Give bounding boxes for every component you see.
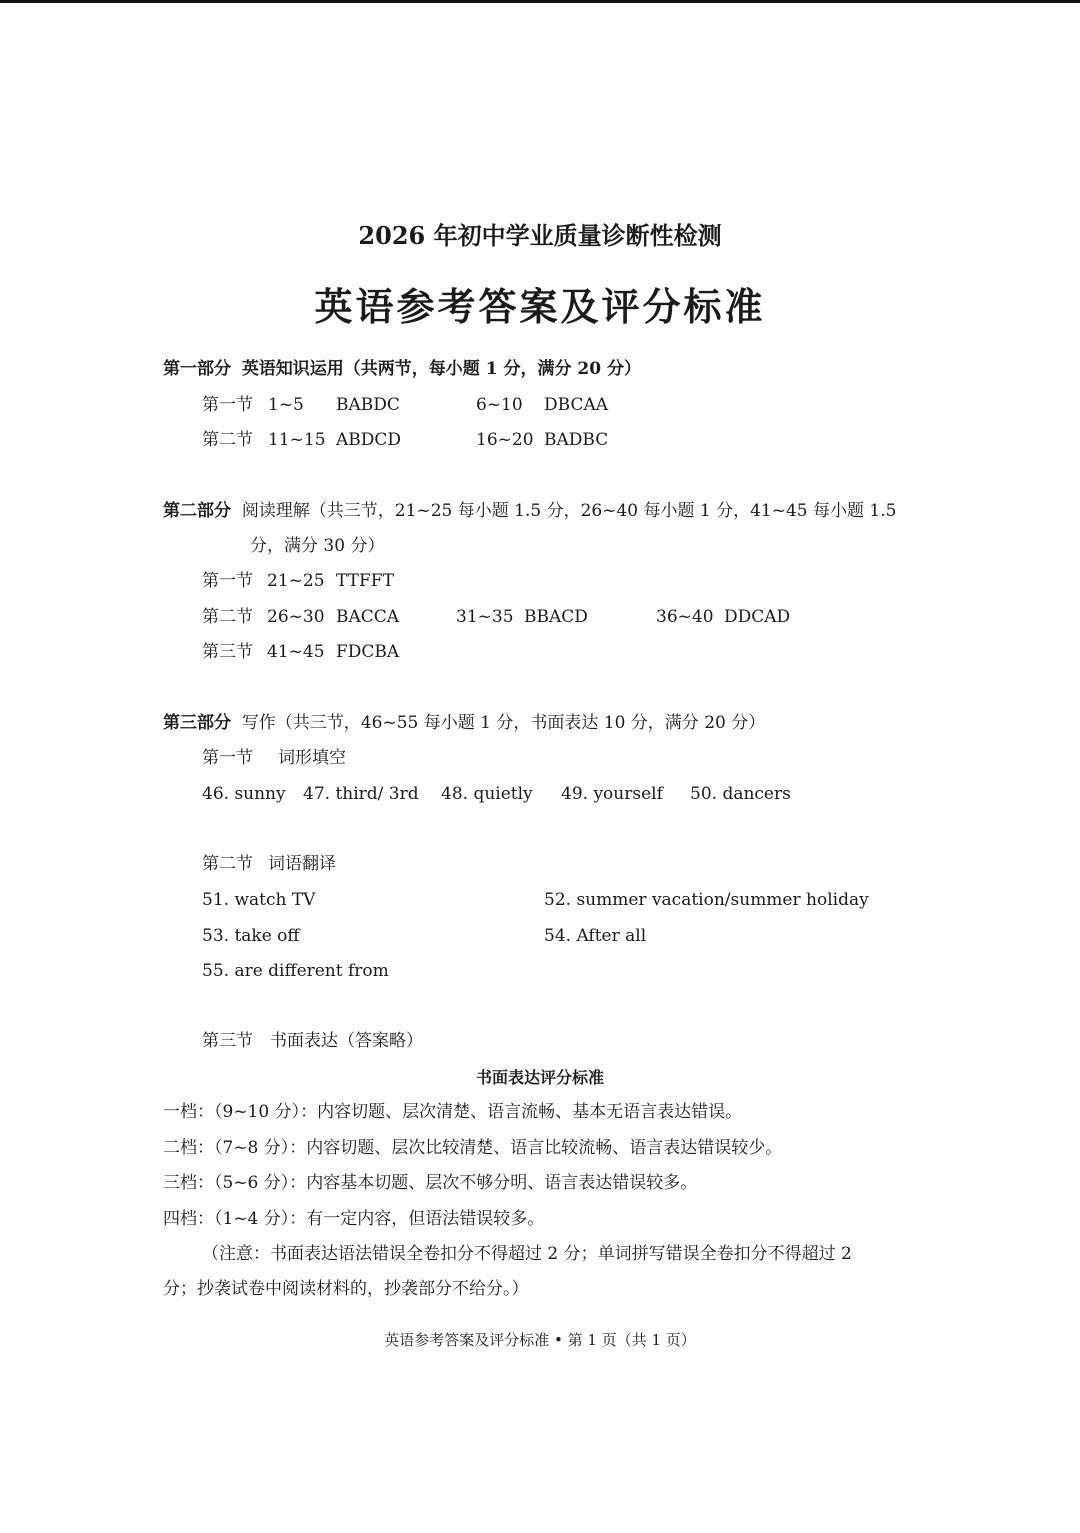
part2-s2-answers2: BBACD (524, 607, 588, 627)
part2-s1-label: 第一节 (202, 571, 253, 591)
part2-s1-range1: 21~25 (267, 571, 325, 591)
part2-s2-range2: 31~35 (456, 607, 514, 627)
part1-s1-answers2: DBCAA (544, 395, 608, 415)
answer-48: 48. quietly (441, 784, 533, 804)
criteria-title: 书面表达评分标准 (475, 1068, 604, 1087)
part3-s1-label: 第一节 (202, 748, 253, 768)
criteria-note-line1: （注意：书面表达语法错误全卷扣分不得超过 2 分；单词拼写错误全卷扣分不得超过 2 (202, 1244, 852, 1264)
answer-55: 55. are different from (202, 961, 389, 981)
part3-s1-title: 词形填空 (278, 748, 346, 768)
answer-52: 52. summer vacation/summer holiday (544, 890, 869, 910)
part3-s3-label: 第三节 (202, 1031, 253, 1051)
answer-54: 54. After all (544, 926, 647, 946)
part2-s2-range1: 26~30 (267, 607, 325, 627)
answer-51: 51. watch TV (202, 890, 316, 910)
exam-title: 2026 年初中学业质量诊断性检测 (358, 221, 722, 250)
part2-s3-label: 第三节 (202, 642, 253, 662)
criteria-level-3: 三档：（5~6 分）：内容基本切题、层次不够分明、语言表达错误较多。 (163, 1173, 698, 1193)
part3-s3-title: 书面表达（答案略） (270, 1031, 423, 1051)
part3-s2-title: 词语翻译 (268, 854, 336, 874)
part2-s2-answers3: DDCAD (724, 607, 791, 627)
criteria-note-line2: 分；抄袭试卷中阅读材料的，抄袭部分不给分。） (163, 1279, 529, 1299)
part2-desc-line2: 分，满分 30 分） (250, 536, 385, 556)
answer-46: 46. sunny (202, 784, 286, 804)
part3-label: 第三部分 (163, 713, 231, 733)
part3-s2-label: 第二节 (202, 854, 253, 874)
part1-s2-range2: 16~20 (476, 430, 534, 450)
part2-s3-answers1: FDCBA (336, 642, 400, 662)
part2-s3-range1: 41~45 (267, 642, 325, 662)
document-title: 英语参考答案及评分标准 (314, 284, 766, 329)
answer-50: 50. dancers (690, 784, 791, 804)
part1-s1-answers1: BABDC (336, 395, 400, 415)
part3-desc: 写作（共三节，46~55 每小题 1 分，书面表达 10 分，满分 20 分） (241, 713, 766, 733)
part2-desc-line1: 阅读理解（共三节，21~25 每小题 1.5 分，26~40 每小题 1 分，41~45 每小题 1.5 (241, 501, 897, 521)
part1-label: 第一部分 (163, 359, 231, 379)
part1-s2-answers2: BADBC (544, 430, 609, 450)
part2-s2-answers1: BACCA (336, 607, 400, 627)
part1-s1-label: 第一节 (202, 395, 253, 415)
part1-desc: 英语知识运用（共两节，每小题 1 分，满分 20 分） (241, 359, 641, 379)
criteria-level-1: 一档：（9~10 分）：内容切题、层次清楚、语言流畅、基本无语言表达错误。 (163, 1102, 743, 1122)
criteria-level-2: 二档：（7~8 分）：内容切题、层次比较清楚、语言比较流畅、语言表达错误较少。 (163, 1138, 783, 1158)
part1-s2-answers1: ABDCD (336, 430, 402, 450)
part2-s2-range3: 36~40 (656, 607, 714, 627)
part1-s2-range1: 11~15 (268, 430, 326, 450)
part1-s1-range1: 1~5 (268, 395, 304, 415)
part1-s1-range2: 6~10 (476, 395, 523, 415)
part2-label: 第二部分 (163, 501, 231, 521)
part3-heading (163, 715, 765, 732)
page-footer: 英语参考答案及评分标准 • 第 1 页（共 1 页） (384, 1331, 696, 1349)
answer-47: 47. third/ 3rd (303, 784, 419, 804)
part2-s1-answers1: TTFFT (336, 571, 394, 591)
answer-49: 49. yourself (561, 784, 663, 804)
part2-s2-label: 第二节 (202, 607, 253, 627)
criteria-level-4: 四档：（1~4 分）：有一定内容，但语法错误较多。 (163, 1209, 545, 1229)
top-border (0, 0, 1080, 3)
answer-53: 53. take off (202, 926, 300, 946)
part2-heading (163, 503, 896, 520)
part1-heading (163, 361, 641, 378)
part1-s2-label: 第二节 (202, 430, 253, 450)
